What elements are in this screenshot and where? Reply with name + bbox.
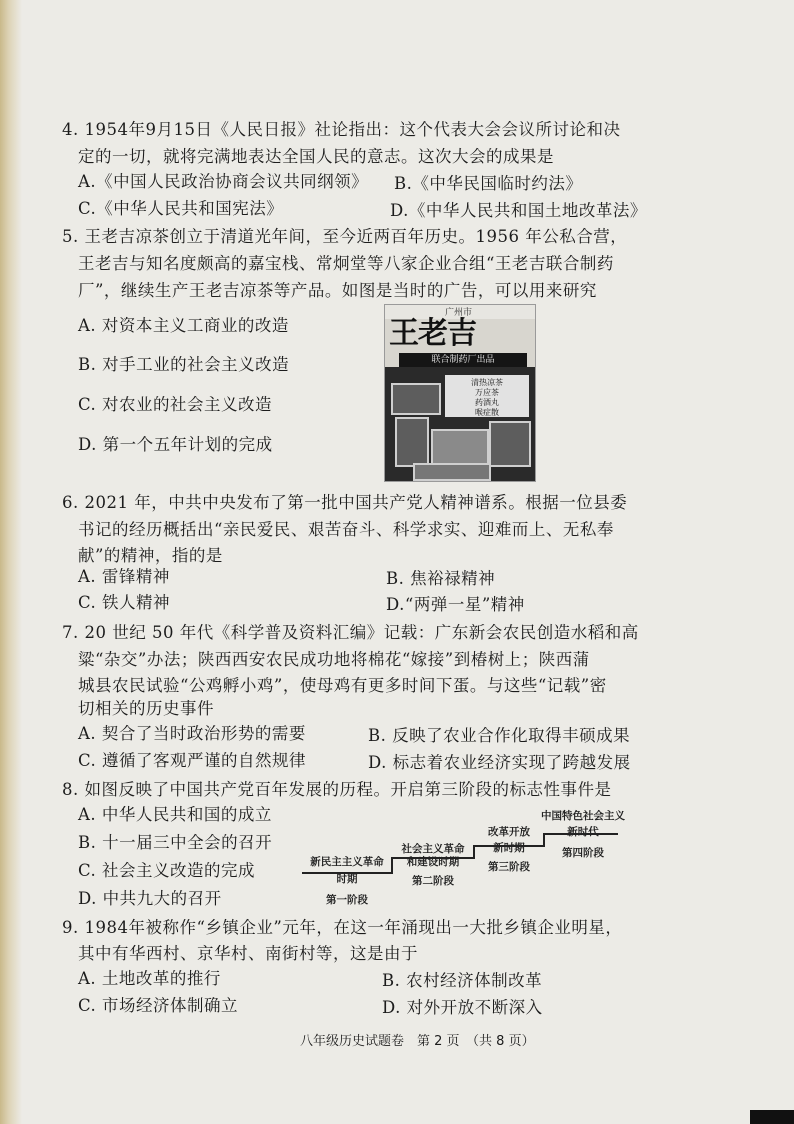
q4-stem-line2: 定的一切，就将完满地表达全国人民的意志。这次大会的成果是 <box>78 147 554 166</box>
q4-option-a[interactable]: A.《中国人民政治协商会议共同纲领》 <box>78 172 369 191</box>
q6-stem-line3: 献”的精神，指的是 <box>78 546 223 565</box>
ad-box-5 <box>413 463 491 481</box>
tl-stage2-mid: 和建设时期 <box>406 856 460 868</box>
q5-stem-line2: 王老吉与知名度颇高的嘉宝栈、常炯堂等八家企业合组“王老吉联合制药 <box>78 254 614 273</box>
tl-stage3-mid: 新时期 <box>493 842 525 854</box>
q7-stem-line1: 7. 20 世纪 50 年代《科学普及资料汇编》记载：广东新会农民创造水稻和高 <box>62 623 639 642</box>
tl-stage3-top: 改革开放 <box>488 826 530 838</box>
q8-option-c[interactable]: C. 社会主义改造的完成 <box>78 861 256 880</box>
q7-option-b[interactable]: B. 反映了农业合作化取得丰硕成果 <box>368 726 631 745</box>
page-footer: 八年级历史试题卷 第 2 页 （共 8 页） <box>300 1034 535 1049</box>
q6-option-b[interactable]: B. 焦裕禄精神 <box>386 569 496 588</box>
q5-option-b[interactable]: B. 对手工业的社会主义改造 <box>78 355 290 374</box>
q9-option-b[interactable]: B. 农村经济体制改革 <box>382 971 543 990</box>
q6-option-d[interactable]: D.“两弹一星”精神 <box>386 595 525 614</box>
ad-box-1 <box>391 383 441 415</box>
tl-stage2-top: 社会主义革命 <box>401 843 465 855</box>
scan-artifact <box>750 1110 794 1124</box>
wanglaoji-advertisement <box>384 304 536 482</box>
q9-option-a[interactable]: A. 土地改革的推行 <box>78 969 221 988</box>
q5-option-c[interactable]: C. 对农业的社会主义改造 <box>78 395 273 414</box>
ad-top-text: 广州市 <box>445 308 473 318</box>
q5-option-d[interactable]: D. 第一个五年计划的完成 <box>78 435 273 454</box>
q5-option-a[interactable]: A. 对资本主义工商业的改造 <box>78 316 289 335</box>
q5-stem-line1: 5. 王老吉凉茶创立于清道光年间，至今近两百年历史。1956 年公私合营， <box>62 227 628 246</box>
q6-stem-line1: 6. 2021 年，中共中央发布了第一批中国共产党人精神谱系。根据一位县委 <box>62 493 628 512</box>
ad-brand: 王老吉 <box>389 316 476 351</box>
tl-stage4-mid: 新时代 <box>567 826 599 838</box>
ad-box-2 <box>395 417 429 467</box>
q8-option-b[interactable]: B. 十一届三中全会的召开 <box>78 833 273 852</box>
tl-stage1-top: 新民主主义革命 <box>310 856 384 868</box>
q6-option-a[interactable]: A. 雷锋精神 <box>78 567 170 586</box>
q9-stem-line1: 9. 1984年被称作“乡镇企业”元年，在这一年涌现出一大批乡镇企业明星， <box>62 918 623 937</box>
q4-option-d[interactable]: D.《中华人民共和国土地改革法》 <box>390 201 647 220</box>
tl-stage4-label: 第四阶段 <box>562 847 604 859</box>
ad-products-text: 清热凉茶 万应茶 药酒丸 喉症散 <box>471 378 503 417</box>
tl-stage1-mid: 时期 <box>336 873 358 885</box>
tl-stage3-label: 第三阶段 <box>488 861 530 873</box>
q7-option-d[interactable]: D. 标志着农业经济实现了跨越发展 <box>368 753 631 772</box>
q7-stem-line3: 城县农民试验“公鸡孵小鸡”，使母鸡有更多时间下蛋。与这些“记载”密 <box>78 676 607 695</box>
page-edge <box>0 0 22 1124</box>
q8-option-a[interactable]: A. 中华人民共和国的成立 <box>78 805 272 824</box>
q4-option-c[interactable]: C.《中华人民共和国宪法》 <box>78 199 284 218</box>
tl-stage2-label: 第二阶段 <box>412 875 454 887</box>
ad-box-4 <box>489 421 531 467</box>
q4-option-b[interactable]: B.《中华民国临时约法》 <box>394 174 583 193</box>
q7-option-c[interactable]: C. 遵循了客观严谨的自然规律 <box>78 751 307 770</box>
ad-union-label: 联合制药厂出品 <box>399 353 527 367</box>
q4-stem-line1: 4. 1954年9月15日《人民日报》社论指出：这个代表大会会议所讨论和决 <box>62 120 621 139</box>
q7-stem-line2: 粱“杂交”办法；陕西西安农民成功地将棉花“嫁接”到椿树上；陕西蒲 <box>78 650 590 669</box>
q9-stem-line2: 其中有华西村、京华村、南街村等，这是由于 <box>78 944 418 963</box>
q6-option-c[interactable]: C. 铁人精神 <box>78 593 171 612</box>
q8-stem-line1: 8. 如图反映了中国共产党百年发展的历程。开启第三阶段的标志性事件是 <box>62 780 612 799</box>
q9-option-d[interactable]: D. 对外开放不断深入 <box>382 998 543 1017</box>
ad-products <box>445 375 529 417</box>
q7-stem-line4: 切相关的历史事件 <box>78 699 214 718</box>
tl-stage1-label: 第一阶段 <box>326 894 368 906</box>
q7-option-a[interactable]: A. 契合了当时政治形势的需要 <box>78 724 306 743</box>
tl-stage4-top: 中国特色社会主义 <box>541 810 625 822</box>
q6-stem-line2: 书记的经历概括出“亲民爱民、艰苦奋斗、科学求实、迎难而上、无私奉 <box>78 520 614 539</box>
q5-stem-line3: 厂”，继续生产王老吉凉茶等产品。如图是当时的广告，可以用来研究 <box>78 281 597 300</box>
q9-option-c[interactable]: C. 市场经济体制确立 <box>78 996 239 1015</box>
q8-option-d[interactable]: D. 中共九大的召开 <box>78 889 222 908</box>
